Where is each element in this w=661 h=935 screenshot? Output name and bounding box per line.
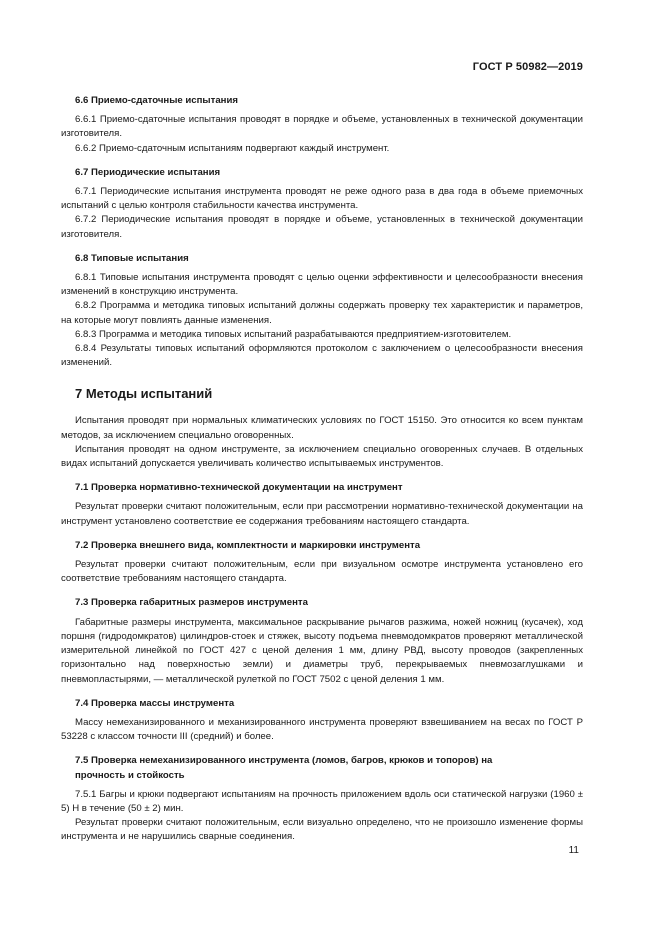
section-7-title: 7 Методы испытаний	[75, 386, 213, 402]
document-body	[61, 94, 583, 845]
heading-7-4: 7.4 Проверка массы инструмента	[75, 697, 235, 709]
paragraph: 7.5.1 Багры и крюки подвергают испытаниям на прочность приложением вдоль оси статической нагрузки (1960 ± 5) Н в течение (50 ± 2) мин.	[61, 788, 583, 814]
paragraph: Результат проверки считают положительным, если при рассмотрении нормативно-технической документации на инструмент установлено соответствие ее содержания требованиям настоящего стандарта.	[61, 501, 583, 527]
paragraph: Результат проверки считают положительным, если при визуальном осмотре инструмента установлено его соответствие требованиям настоящего стандарта.	[61, 559, 583, 585]
heading-7-2: 7.2 Проверка внешнего вида, комплектности и маркировки инструмента	[75, 539, 421, 551]
paragraph: Результат проверки считают положительным, если визуально определено, что не произошло изменение формы инструмента и не нарушились сварные соединения.	[61, 817, 583, 843]
paragraph: Габаритные размеры инструмента, максимальное раскрывание рычагов разжима, ножей ножниц (кусачек), ход поршня (гидродомкратов) цилиндров-стоек и стяжек, высоту подъема пневмодомкратов проверяют металлической измерительной линейкой по ГОСТ 427 с ценой деления 1 мм, длину РВД, высоту проводов (закрепленных горизонтально над поверхностью земли) и диаметры труб, перекрываемых пневмозаглушками и пневмопластырями, — металлической рулеткой по ГОСТ 7502 с ценой деления 1 мм.	[61, 616, 583, 685]
paragraph: 6.6.2 Приемо-сдаточным испытаниям подвергают каждый инструмент.	[75, 142, 390, 154]
paragraph: 6.7.2 Периодические испытания проводят в порядке и объеме, установленных в технической документации изготовителя.	[61, 214, 583, 240]
paragraph: 6.8.1 Типовые испытания инструмента проводят с целью оценки эффективности и целесообразности внесения изменений в конструкцию инструмента.	[61, 272, 583, 298]
paragraph: 6.6.1 Приемо-сдаточные испытания проводят в порядке и объеме, установленных в технической документации изготовителя.	[61, 114, 583, 140]
heading-6-6: 6.6 Приемо-сдаточные испытания	[75, 95, 238, 106]
paragraph: 6.7.1 Периодические испытания инструмента проводят не реже одного раза в два года в объеме приемочных испытаний с целью контроля стабильности качества инструмента.	[61, 186, 583, 212]
paragraph: 6.8.4 Результаты типовых испытаний оформляются протоколом с заключением о целесообразности внесения изменений.	[61, 343, 583, 369]
paragraph: 6.8.2 Программа и методика типовых испытаний должны содержать проверку тех характеристик и параметров, на которые могут повлиять данные изменения.	[61, 300, 583, 326]
document-code: ГОСТ Р 50982—2019	[472, 61, 583, 73]
heading-7-3: 7.3 Проверка габаритных размеров инструмента	[75, 597, 308, 609]
heading-6-7: 6.7 Периодические испытания	[75, 166, 221, 178]
paragraph: Испытания проводят при нормальных климатических условиях по ГОСТ 15150. Это относится ко всем пунктам методов, за исключением специально оговоренных.	[61, 415, 583, 441]
paragraph: 6.8.3 Программа и методика типовых испытаний разрабатываются предприятием-изготовителем.	[75, 328, 512, 340]
heading-7-1: 7.1 Проверка нормативно-технической документации на инструмент	[75, 482, 403, 494]
heading-6-8: 6.8 Типовые испытания	[75, 252, 189, 264]
heading-7-5: 7.5 Проверка немеханизированного инструмента (ломов, багров, крюков и топоров) на прочность и стойкость	[75, 755, 493, 781]
paragraph: Испытания проводят на одном инструменте, за исключением специально оговоренных случаев. В отдельных видах испытаний допускается увеличивать количество испытываемых инструментов.	[61, 443, 583, 470]
page-number: 11	[568, 845, 579, 856]
paragraph: Массу немеханизированного и механизированного инструмента проверяют взвешиванием на весах по ГОСТ Р 53228 с классом точности III (средний) и более.	[61, 716, 583, 743]
